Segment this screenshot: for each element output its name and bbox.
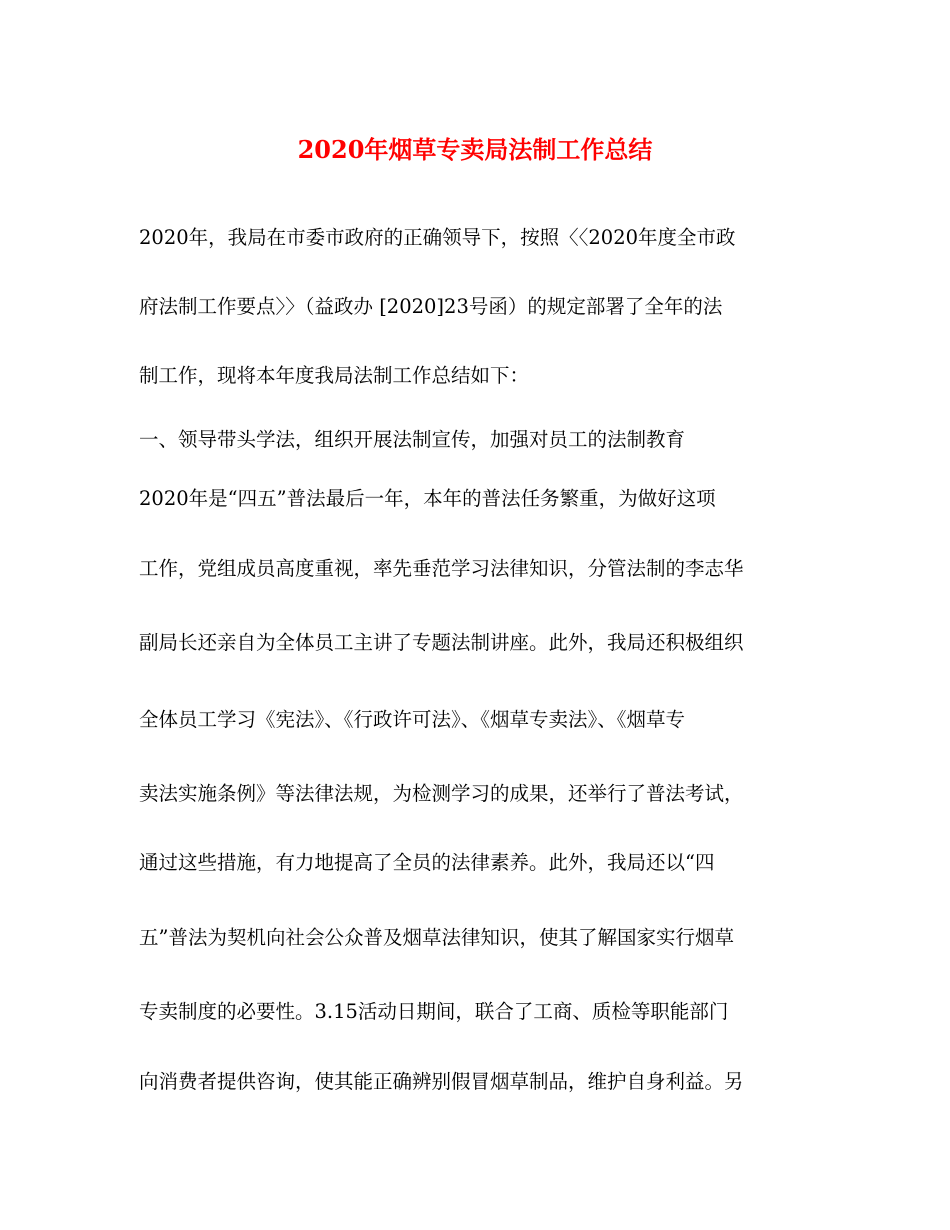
body-line: 工作，党组成员高度重视，率先垂范学习法律知识，分管法制的李志华 (139, 557, 744, 580)
section-heading: 一、领导带头学法，组织开展法制宣传，加强对员工的法制教育 (139, 428, 686, 451)
body-line: 向消费者提供咨询，使其能正确辨别假冒烟草制品，维护自身利益。另 (139, 1070, 744, 1093)
body-line: 副局长还亲自为全体员工主讲了专题法制讲座。此外，我局还积极组织 (139, 631, 744, 654)
body-line: 制工作，现将本年度我局法制工作总结如下： (139, 364, 530, 387)
body-line: 专卖制度的必要性。3.15活动日期间，联合了工商、质检等职能部门 (139, 1000, 729, 1023)
document-title: 2020年烟草专卖局法制工作总结 (297, 135, 653, 164)
body-line: 通过这些措施，有力地提高了全员的法律素养。此外，我局还以“四 (139, 851, 715, 874)
body-line: 卖法实施条例》等法律法规，为检测学习的成果，还举行了普法考试， (139, 782, 744, 805)
body-line: 府法制工作要点〉〉（益政办 [2020]23号函）的规定部署了全年的法 (139, 295, 723, 318)
body-line: 2020年是“四五”普法最后一年，本年的普法任务繁重，为做好这项 (139, 487, 716, 510)
body-line: 2020年，我局在市委市政府的正确领导下，按照〈〈2020年度全市政 (139, 226, 736, 249)
body-line: 五”普法为契机向社会公众普及烟草法律知识，使其了解国家实行烟草 (139, 926, 734, 949)
body-line: 全体员工学习《宪法》、《行政许可法》、《烟草专卖法》、《烟草专 (139, 708, 686, 731)
